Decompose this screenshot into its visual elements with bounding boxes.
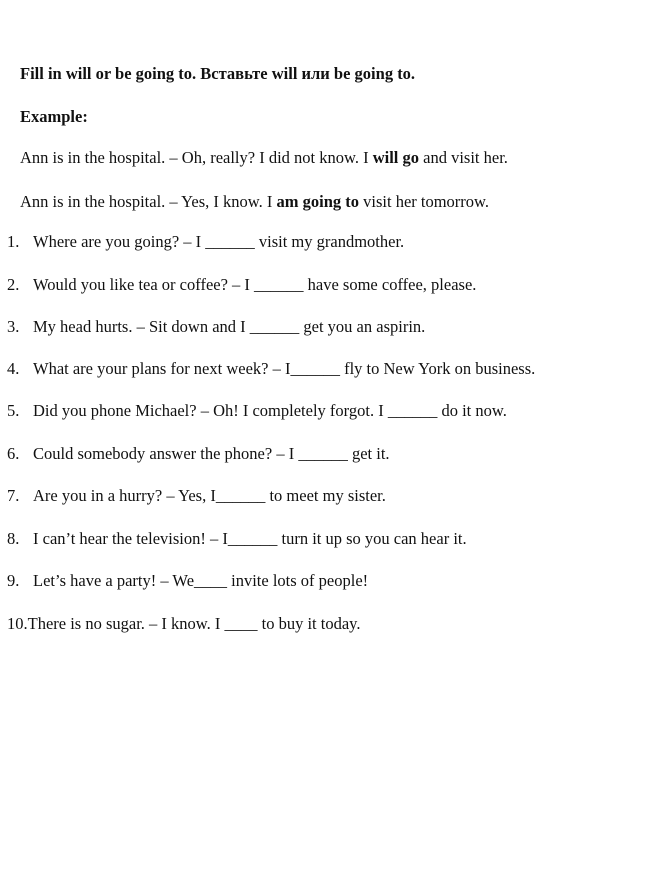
item-number: 7. xyxy=(7,486,20,505)
exercise-item-5 xyxy=(7,401,507,421)
exercise-item-2 xyxy=(7,275,476,295)
item-number: 4. xyxy=(7,359,20,378)
item-number: 9. xyxy=(7,571,20,590)
example-sentence-2 xyxy=(20,192,489,212)
exercise-item-9 xyxy=(7,571,368,591)
item-text: There is no sugar. – I know. I ____ to buy it today. xyxy=(27,614,361,633)
example-sentence-1 xyxy=(20,148,508,168)
exercise-item-8 xyxy=(7,529,467,549)
item-text: Would you like tea or coffee? – I ______ have some coffee, please. xyxy=(33,275,477,294)
item-text: Could somebody answer the phone? – I ______ get it. xyxy=(33,444,390,463)
example-1-answer: will go xyxy=(372,148,420,167)
item-text: What are your plans for next week? – I______ fly to New York on business. xyxy=(33,359,536,378)
item-text: Did you phone Michael? – Oh! I completely forgot. I ______ do it now. xyxy=(33,401,507,420)
item-number: 5. xyxy=(7,401,20,420)
exercise-item-10 xyxy=(7,614,360,634)
item-number: 3. xyxy=(7,317,20,336)
exercise-heading: Fill in will or be going to. Вставьте will или be going to. xyxy=(20,64,416,83)
item-text: My head hurts. – Sit down and I ______ get you an aspirin. xyxy=(33,317,426,336)
item-number: 2. xyxy=(7,275,20,294)
item-text: Let’s have a party! – We____ invite lots of people! xyxy=(33,571,369,590)
exercise-item-7 xyxy=(7,486,386,506)
exercise-item-3 xyxy=(7,317,425,337)
item-number: 8. xyxy=(7,529,20,548)
example-1-after: and visit her. xyxy=(419,148,508,167)
item-text: Are you in a hurry? – Yes, I______ to meet my sister. xyxy=(33,486,386,505)
item-text: I can’t hear the television! – I______ turn it up so you can hear it. xyxy=(33,529,467,548)
example-2-answer: am going to xyxy=(276,192,360,211)
item-number: 10. xyxy=(7,614,28,633)
item-text: Where are you going? – I ______ visit my grandmother. xyxy=(33,232,405,251)
exercise-item-4 xyxy=(7,359,535,379)
example-1-before: Ann is in the hospital. – Oh, really? I did not know. I xyxy=(20,148,373,167)
example-2-after: visit her tomorrow. xyxy=(359,192,490,211)
exercise-item-6 xyxy=(7,444,390,464)
exercise-item-1 xyxy=(7,232,404,252)
example-label: Example: xyxy=(20,107,88,126)
example-2-before: Ann is in the hospital. – Yes, I know. I xyxy=(20,192,277,211)
item-number: 6. xyxy=(7,444,20,463)
item-number: 1. xyxy=(7,232,20,251)
